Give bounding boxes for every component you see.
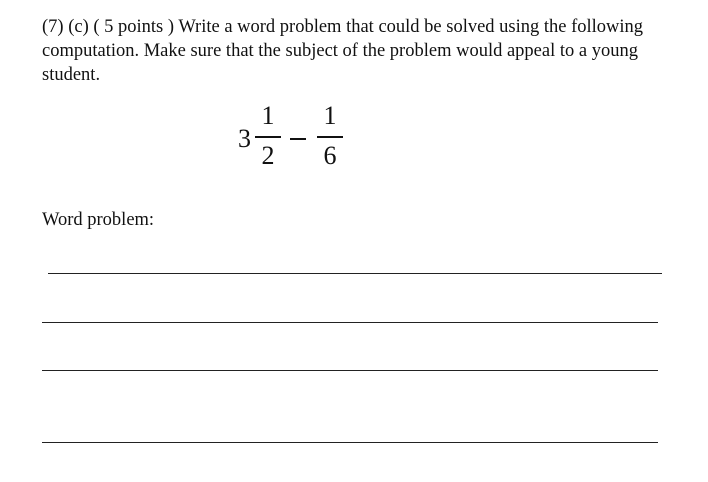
answer-line-4[interactable] — [42, 442, 658, 443]
word-problem-label: Word problem: — [42, 210, 155, 230]
fraction-2-bar — [317, 136, 343, 138]
fraction-1-numerator: 1 — [261, 101, 275, 130]
question-text: (7) (c) ( 5 points ) Write a word problem that could be solved using the following computation. Make sure that the subject of the problem would appeal to a young student. — [42, 17, 644, 85]
math-expression — [238, 102, 358, 182]
fraction-one-sixth — [317, 102, 343, 170]
fraction-1-bar — [255, 136, 281, 138]
fraction-2-denominator: 6 — [323, 141, 337, 170]
answer-line-2[interactable] — [42, 322, 658, 323]
answer-line-1[interactable] — [48, 273, 662, 274]
fraction-one-half — [255, 102, 281, 170]
answer-line-3[interactable] — [42, 370, 658, 371]
fraction-1-denominator: 2 — [261, 141, 275, 170]
whole-number: 3 — [238, 124, 251, 153]
fraction-2-numerator: 1 — [323, 101, 337, 130]
minus-sign — [290, 138, 306, 140]
question-prompt — [42, 15, 682, 87]
